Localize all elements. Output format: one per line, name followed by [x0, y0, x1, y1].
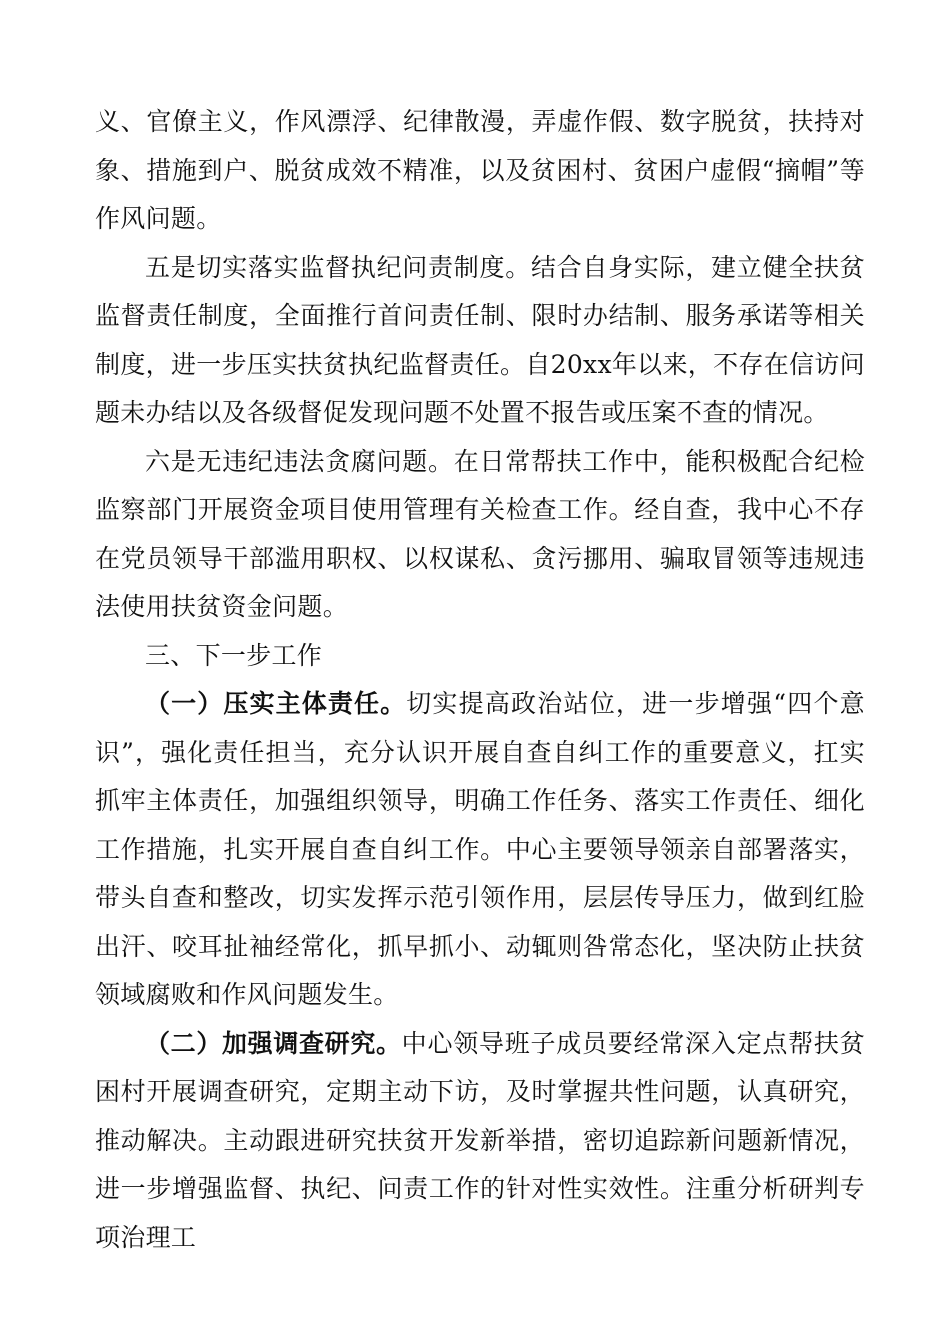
paragraph-continuation [95, 98, 865, 244]
paragraph-text: 中心领导班子成员要经常深入定点帮扶贫困村开展调查研究，定期主动下访，及时掌握共性问题，认真研究，推动解决。主动跟进研究扶贫开发新举措，密切追踪新问题新情况，进一步增强监督、执纪、问责工作的针对性实效性。注重分析研判专项治理工 [95, 1028, 865, 1252]
document-body [95, 98, 865, 1262]
subsection-lead: （一）压实主体责任。 [145, 689, 407, 718]
paragraph-subsection-two [95, 1020, 865, 1263]
paragraph-subsection-one [95, 680, 865, 1020]
paragraph-text: 六是无违纪违法贪腐问题。在日常帮扶工作中，能积极配合纪检监察部门开展资金项目使用管理有关检查工作。经自查，我中心不存在党员领导干部滥用职权、以权谋私、贪污挪用、骗取冒领等违规违法使用扶贫资金问题。 [95, 446, 865, 621]
heading-text: 三、下一步工作 [145, 640, 323, 670]
paragraph-item-five [95, 244, 865, 438]
section-heading-next-steps [95, 632, 865, 681]
subsection-lead: （二）加强调查研究。 [145, 1028, 402, 1058]
paragraph-text: 义、官僚主义，作风漂浮、纪律散漫，弄虚作假、数字脱贫，扶持对象、措施到户、脱贫成效不精准，以及贫困村、贫困户虚假“摘帽”等作风问题。 [95, 107, 865, 233]
paragraph-item-six [95, 438, 865, 632]
paragraph-text: 五是切实落实监督执纪问责制度。结合自身实际，建立健全扶贫监督责任制度，全面推行首问责任制、限时办结制、服务承诺等相关制度，进一步压实扶贫执纪监督责任。自20xx年以来，不存在信访问题未办结以及各级督促发现问题不处置不报告或压案不查的情况。 [95, 252, 865, 427]
paragraph-text: 切实提高政治站位，进一步增强“四个意识”，强化责任担当，充分认识开展自查自纠工作的重要意义，扛实抓牢主体责任，加强组织领导，明确工作任务、落实工作责任、细化工作措施，扎实开展自查自纠工作。中心主要领导领亲自部署落实，带头自查和整改，切实发挥示范引领作用，层层传导压力，做到红脸出汗、咬耳扯袖经常化，抓早抓小、动辄则咎常态化，坚决防止扶贫领域腐败和作风问题发生。 [95, 689, 865, 1009]
